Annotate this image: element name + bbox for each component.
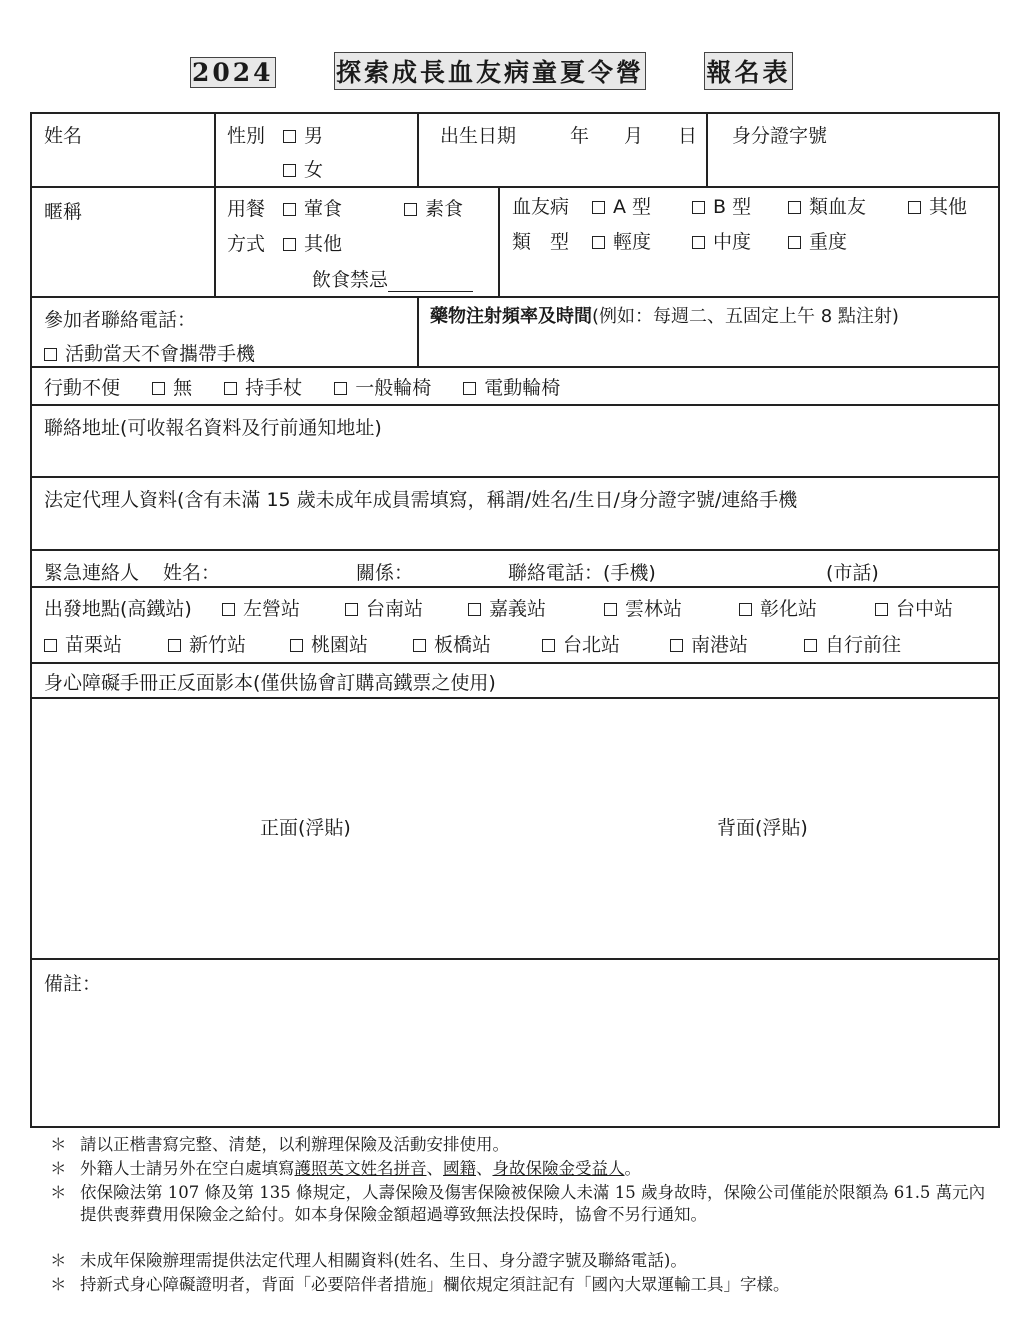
note-2 <box>80 1158 995 1180</box>
station-checkbox[interactable] <box>542 639 555 652</box>
mobility-none-label: 無 <box>173 377 193 399</box>
table-border-top <box>30 112 1000 114</box>
food-taboo-line[interactable] <box>388 273 473 292</box>
type-other-label: 其他 <box>929 196 968 218</box>
meal-meat-option[interactable] <box>283 197 342 221</box>
meat-checkbox[interactable] <box>283 203 296 216</box>
mild-label: 輕度 <box>613 231 652 253</box>
emergency-relation-label: 關係： <box>356 562 414 584</box>
mobility-row <box>44 376 586 400</box>
note-2-sep: 、 <box>426 1159 443 1178</box>
veg-checkbox[interactable] <box>404 203 417 216</box>
address-note: (可收報名資料及行前通知地址) <box>120 417 382 439</box>
hemophilia-label-2: 類 型 <box>512 231 570 253</box>
row-line <box>30 549 1000 551</box>
mobility-none-option[interactable] <box>152 377 192 399</box>
table-border-left <box>30 112 32 1128</box>
remarks-label: 備註： <box>44 973 102 995</box>
card-back-area[interactable]: 背面(浮貼) <box>717 817 808 839</box>
type-like-checkbox[interactable] <box>788 201 801 214</box>
note-bullet: ＊ <box>50 1183 67 1202</box>
station-nangang-option[interactable] <box>670 633 748 657</box>
note-bullet: ＊ <box>50 1275 67 1294</box>
meal-label-1: 用餐 <box>227 198 266 220</box>
card-copy-label: 身心障礙手冊正反面影本 <box>44 672 254 694</box>
type-like-option[interactable] <box>788 195 866 219</box>
emergency-label: 緊急連絡人 <box>44 562 140 584</box>
emergency-landline-label: (市話) <box>826 562 879 584</box>
gender-label: 性別 <box>227 125 266 147</box>
mobility-wheelchair-option[interactable] <box>334 377 431 399</box>
table-border-bottom <box>30 1126 1000 1128</box>
station-zuoying-option[interactable] <box>222 597 300 621</box>
station-tainan-option[interactable] <box>345 597 423 621</box>
emergency-name-label: 姓名： <box>163 562 221 584</box>
no-phone-option[interactable] <box>44 342 255 366</box>
station-yunlin-option[interactable] <box>604 597 682 621</box>
col-line <box>498 186 500 298</box>
birthday-month: 月 <box>624 125 644 147</box>
title-form: 報名表 <box>704 52 792 90</box>
note-4: 未成年保險辦理需提供法定代理人相關資料(姓名、生日、身分證字號及聯絡電話)。 <box>80 1251 687 1270</box>
self-travel-option[interactable] <box>804 633 901 657</box>
station-label: 苗栗站 <box>65 634 123 656</box>
severe-checkbox[interactable] <box>788 236 801 249</box>
name-label: 姓名 <box>44 125 83 147</box>
station-label: 嘉義站 <box>489 598 547 620</box>
meal-veg-option[interactable] <box>404 197 463 221</box>
emergency-phone-label: 聯絡電話：(手機) <box>508 562 656 584</box>
note-2-end: 。 <box>624 1159 641 1178</box>
note-2-beneficiary: 身故保險金受益人 <box>492 1159 625 1178</box>
guardian-note: (含有未滿 15 歲未成年成員需填寫，稱謂/姓名/生日/身分證字號/連絡手機 <box>177 489 798 511</box>
mobility-label: 行動不便 <box>44 377 121 399</box>
station-label: 台北站 <box>563 634 621 656</box>
row-line <box>30 697 1000 699</box>
card-copy-note: (僅供協會訂購高鐵票之使用) <box>253 672 496 694</box>
moderate-option[interactable] <box>692 230 751 254</box>
station-label: 南港站 <box>691 634 749 656</box>
station-label: 左營站 <box>243 598 301 620</box>
mobility-e-wheelchair-label: 電動輪椅 <box>484 377 561 399</box>
hemophilia-label-1: 血友病 <box>512 196 570 218</box>
note-bullet: ＊ <box>50 1251 67 1270</box>
depart-label: 出發地點(高鐵站) <box>44 598 192 620</box>
station-banqiao-option[interactable] <box>413 633 491 657</box>
station-label: 桃園站 <box>311 634 369 656</box>
row-line <box>30 296 1000 298</box>
row-line <box>30 404 1000 406</box>
station-label: 自行前往 <box>825 634 902 656</box>
gender-male-option[interactable] <box>283 124 323 148</box>
mobility-wheelchair-label: 一般輪椅 <box>355 377 432 399</box>
mild-checkbox[interactable] <box>592 236 605 249</box>
note-2-nationality: 國籍 <box>443 1159 476 1178</box>
row-line <box>30 186 1000 188</box>
female-checkbox[interactable] <box>283 164 296 177</box>
veg-label: 素食 <box>425 198 464 220</box>
type-a-option[interactable] <box>592 195 651 219</box>
type-a-checkbox[interactable] <box>592 201 605 214</box>
meat-label: 葷食 <box>304 198 343 220</box>
type-other-checkbox[interactable] <box>908 201 921 214</box>
station-checkbox[interactable] <box>168 639 181 652</box>
station-checkbox[interactable] <box>290 639 303 652</box>
birthday-day: 日 <box>678 125 698 147</box>
id-number-label: 身分證字號 <box>732 125 828 147</box>
female-label: 女 <box>304 159 324 181</box>
type-b-option[interactable] <box>692 195 751 219</box>
row-line <box>30 586 1000 588</box>
type-b-label: B 型 <box>713 196 752 218</box>
form-title <box>190 52 794 90</box>
meal-label-2: 方式 <box>227 233 266 255</box>
station-label: 新竹站 <box>189 634 247 656</box>
note-5: 持新式身心障礙證明者，背面「必要陪伴者措施」欄依規定須註記有「國內大眾運輸工具」字樣。 <box>80 1275 790 1294</box>
mobility-e-wheelchair-option[interactable] <box>463 377 560 399</box>
station-taipei-option[interactable] <box>542 633 620 657</box>
birthday-label: 出生日期 <box>440 125 517 147</box>
mobility-wheelchair-checkbox[interactable] <box>334 382 347 395</box>
moderate-checkbox[interactable] <box>692 236 705 249</box>
card-copy-heading <box>44 671 496 695</box>
food-taboo-field[interactable] <box>312 268 473 292</box>
note-bullet: ＊ <box>50 1135 67 1154</box>
col-line <box>214 112 216 298</box>
note-1: 請以正楷書寫完整、清楚，以利辦理保險及活動安排使用。 <box>80 1135 509 1154</box>
type-other-option[interactable] <box>908 195 967 219</box>
station-label: 雲林站 <box>625 598 683 620</box>
severe-label: 重度 <box>809 231 848 253</box>
meal-other-option[interactable] <box>283 232 342 256</box>
male-checkbox[interactable] <box>283 130 296 143</box>
moderate-label: 中度 <box>713 231 752 253</box>
station-miaoli-option[interactable] <box>44 633 122 657</box>
station-checkbox[interactable] <box>670 639 683 652</box>
mobility-cane-option[interactable] <box>224 377 302 399</box>
injection-label: 藥物注射頻率及時間 <box>430 306 592 327</box>
row-line <box>30 476 1000 478</box>
mobility-none-checkbox[interactable] <box>152 382 165 395</box>
birthday-year: 年 <box>570 125 590 147</box>
note-2-sep: 、 <box>476 1159 493 1178</box>
mild-option[interactable] <box>592 230 651 254</box>
type-like-label: 類血友 <box>809 196 867 218</box>
station-checkbox[interactable] <box>44 639 57 652</box>
title-camp-name: 探索成長血友病童夏令營 <box>334 52 646 90</box>
male-label: 男 <box>304 125 324 147</box>
meal-other-checkbox[interactable] <box>283 238 296 251</box>
address-field[interactable] <box>44 416 382 440</box>
note-2-passport: 護照英文姓名拼音 <box>294 1159 427 1178</box>
station-label: 彰化站 <box>760 598 818 620</box>
station-hsinchu-option[interactable] <box>168 633 246 657</box>
note-3: 依保險法第 107 條及第 135 條規定，人壽保險及傷害保險被保險人未滿 15 歲身故時，保險公司僅能於限額為 61.5 萬元內提供喪葬費用保險金之給付。如本身保險金額超過導致無法投保時，協會不另行通知。 <box>80 1183 986 1224</box>
table-border-right <box>998 112 1000 1128</box>
station-checkbox[interactable] <box>222 603 235 616</box>
injection-example: (例如：每週二、五固定上午 8 點注射) <box>592 306 899 327</box>
mobility-cane-label: 持手杖 <box>245 377 303 399</box>
note-bullet: ＊ <box>50 1159 67 1178</box>
meal-other-label: 其他 <box>304 233 343 255</box>
no-phone-checkbox[interactable] <box>44 348 57 361</box>
participant-phone-label: 參加者聯絡電話： <box>44 309 197 331</box>
station-checkbox[interactable] <box>604 603 617 616</box>
station-label: 台南站 <box>366 598 424 620</box>
station-label: 板橋站 <box>434 634 492 656</box>
col-line <box>417 296 419 368</box>
station-checkbox[interactable] <box>875 603 888 616</box>
row-line <box>30 662 1000 664</box>
station-label: 台中站 <box>896 598 954 620</box>
nickname-label: 暱稱 <box>44 201 83 223</box>
station-checkbox[interactable] <box>345 603 358 616</box>
guardian-field[interactable] <box>44 488 797 512</box>
type-a-label: A 型 <box>613 196 652 218</box>
guardian-label: 法定代理人資料 <box>44 489 178 511</box>
injection-field <box>430 305 899 329</box>
col-line <box>706 112 708 188</box>
note-2-prefix: 外籍人士請另外在空白處填寫 <box>80 1159 295 1178</box>
no-phone-label: 活動當天不會攜帶手機 <box>65 343 256 365</box>
food-taboo-label: 飲食禁忌 <box>312 269 389 291</box>
station-checkbox[interactable] <box>413 639 426 652</box>
mobility-cane-checkbox[interactable] <box>224 382 237 395</box>
station-checkbox[interactable] <box>468 603 481 616</box>
title-year: 2024 <box>192 58 274 87</box>
station-changhua-option[interactable] <box>739 597 817 621</box>
gender-female-option[interactable] <box>283 158 323 182</box>
severe-option[interactable] <box>788 230 847 254</box>
col-line <box>417 112 419 188</box>
type-b-checkbox[interactable] <box>692 201 705 214</box>
station-checkbox[interactable] <box>739 603 752 616</box>
row-line <box>30 958 1000 960</box>
station-checkbox[interactable] <box>804 639 817 652</box>
station-taoyuan-option[interactable] <box>290 633 368 657</box>
row-line <box>30 366 1000 368</box>
address-label: 聯絡地址 <box>44 417 121 439</box>
station-chiayi-option[interactable] <box>468 597 546 621</box>
card-front-area[interactable]: 正面(浮貼) <box>260 817 351 839</box>
mobility-e-wheelchair-checkbox[interactable] <box>463 382 476 395</box>
station-taichung-option[interactable] <box>875 597 953 621</box>
